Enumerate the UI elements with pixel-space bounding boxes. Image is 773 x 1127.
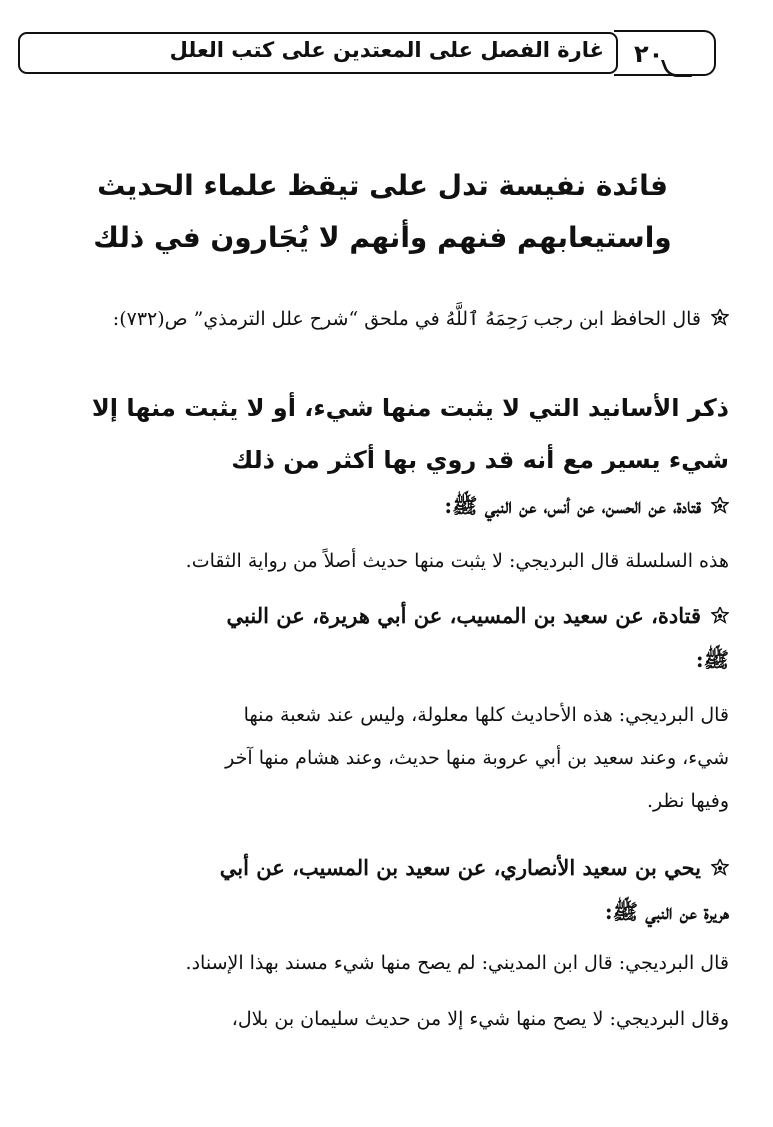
heading-line-2: واستيعابهم فنهم وأنهم لا يُجَارون في ذلك: [93, 221, 672, 254]
paragraph-line: شيء، وعند سعيد بن أبي عروبة منها حديث، وعند هشام منها آخر: [225, 747, 729, 769]
paragraph-line: هذه السلسلة قال البرديجي: لا يثبت منها حديث أصلاً من رواية الثقات.: [185, 550, 729, 572]
star-bullet-icon: [711, 309, 729, 327]
chain-line: [36, 594, 729, 638]
quote-line-1: ذكر الأسانيد التي لا يثبت منها شيء، أو لا يثبت منها إلا: [91, 394, 729, 422]
chain-line: هريرة عن النبي ﷺ:: [604, 899, 729, 924]
quote-line-2: شيء يسير مع أنه قد روي بها أكثر من ذلك: [231, 446, 729, 474]
paragraph-2: [36, 694, 729, 823]
chain-text: قتادة، عن سعيد بن المسيب، عن أبي هريرة، عن النبي: [226, 603, 701, 628]
chain-line: [36, 846, 729, 890]
running-title: غارة الفصل على المعتدين على كتب العلل: [169, 38, 604, 62]
quoted-heading: [36, 382, 729, 486]
chain-line: [36, 484, 729, 528]
paragraph-line: وفيها نظر.: [647, 790, 729, 812]
running-header-frame: [18, 32, 618, 74]
paragraph-1: [36, 540, 729, 583]
chapter-heading: [36, 160, 729, 264]
chain-text: يحي بن سعيد الأنصاري، عن سعيد بن المسيب، عن أبي: [219, 855, 701, 880]
isnad-chain-3: [36, 846, 729, 934]
paragraph-3: [36, 942, 729, 985]
star-bullet-icon: [711, 497, 729, 515]
isnad-chain-2: [36, 594, 729, 682]
paragraph-line: وقال البرديجي: لا يصح منها شيء إلا من حديث سليمان بن بلال،: [231, 1008, 729, 1030]
intro-text: قال الحافظ ابن رجب رَحِمَهُ ٱللَّهُ في ملحق “شرح علل الترمذي” ص(٧٣٢):: [112, 308, 701, 330]
chain-text: قتادة، عن الحسن، عن أنس، عن النبي ﷺ:: [444, 493, 701, 518]
chain-line: ﷺ:: [695, 647, 729, 672]
page-number: ٢٠: [634, 40, 664, 68]
isnad-chain-1: [36, 484, 729, 528]
paragraph-line: قال البرديجي: هذه الأحاديث كلها معلولة، وليس عند شعبة منها: [243, 704, 729, 726]
heading-line-1: فائدة نفيسة تدل على تيقظ علماء الحديث: [97, 169, 668, 202]
intro-line: [36, 308, 729, 330]
star-bullet-icon: [711, 607, 729, 625]
paragraph-line: قال البرديجي: قال ابن المديني: لم يصح منها شيء مسند بهذا الإسناد.: [185, 952, 729, 974]
paragraph-4: [36, 998, 729, 1041]
star-bullet-icon: [711, 859, 729, 877]
